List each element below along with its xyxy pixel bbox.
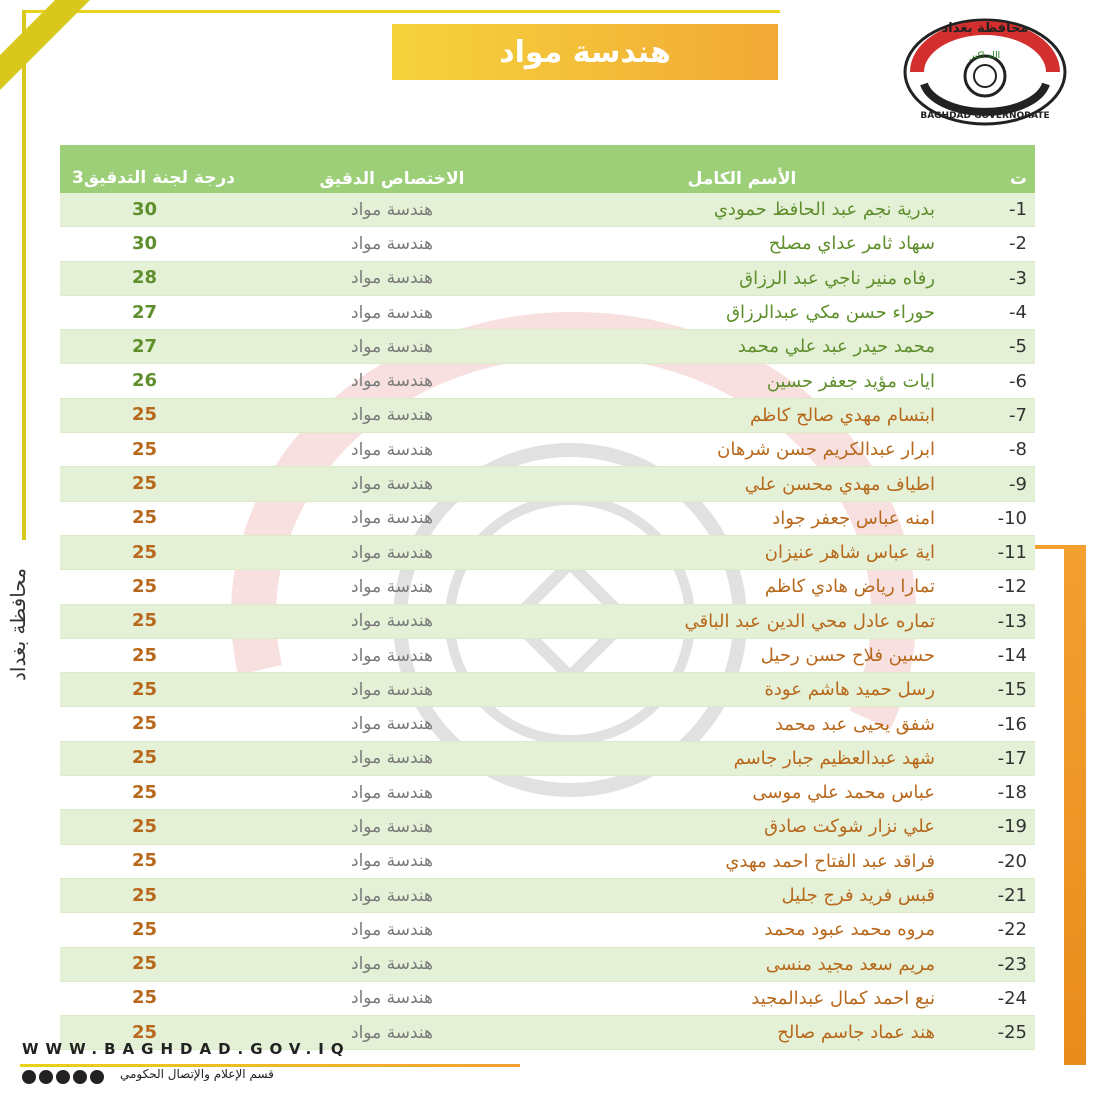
row-grade: 25 — [132, 713, 158, 735]
row-name: ابتسام مهدي صالح كاظم — [749, 404, 935, 426]
row-num: 20- — [997, 850, 1027, 872]
row-num: 24- — [997, 987, 1027, 1009]
row-grade: 25 — [132, 987, 158, 1009]
instagram-icon[interactable] — [73, 1070, 87, 1084]
row-grade: 25 — [132, 815, 158, 837]
table-row — [60, 227, 1035, 261]
row-num: 16- — [997, 713, 1027, 735]
table-row — [60, 879, 1035, 913]
row-spec: هندسة مواد — [351, 748, 433, 769]
row-name: تمارا رياض هادي كاظم — [764, 576, 935, 598]
row-num: 10- — [997, 507, 1027, 529]
footer-department: قسم الإعلام والإتصال الحكومي — [120, 1067, 274, 1081]
row-spec: هندسة مواد — [351, 885, 433, 906]
row-num: 17- — [997, 747, 1027, 769]
row-grade: 25 — [132, 678, 158, 700]
row-spec: هندسة مواد — [351, 988, 433, 1009]
table-row — [60, 742, 1035, 776]
table-row — [60, 570, 1035, 604]
row-name: فراقد عبد الفتاح احمد مهدي — [725, 850, 935, 872]
row-grade: 25 — [132, 541, 158, 563]
footer-url[interactable]: WWW.BAGHDAD.GOV.IQ — [22, 1040, 351, 1058]
table-row — [60, 707, 1035, 741]
row-spec: هندسة مواد — [351, 233, 433, 254]
row-spec: هندسة مواد — [351, 645, 433, 666]
row-spec: هندسة مواد — [351, 714, 433, 735]
row-spec: هندسة مواد — [351, 474, 433, 495]
row-grade: 25 — [132, 918, 158, 940]
table-header — [60, 145, 1035, 193]
row-name: شفق يحيى عبد محمد — [774, 713, 935, 735]
row-num: 13- — [997, 610, 1027, 632]
row-grade: 26 — [132, 370, 158, 392]
table-row — [60, 845, 1035, 879]
row-num: 1- — [1009, 199, 1027, 221]
row-name: اطياف مهدي محسن علي — [744, 473, 935, 495]
row-num: 6- — [1009, 370, 1027, 392]
youtube-icon[interactable] — [39, 1070, 53, 1084]
table-row — [60, 296, 1035, 330]
table-row — [60, 467, 1035, 501]
row-grade: 25 — [132, 473, 158, 495]
title-banner — [392, 24, 778, 80]
row-name: رفاه منير ناجي عبد الرزاق — [739, 267, 935, 289]
row-num: 22- — [997, 919, 1027, 941]
frame-right-bar — [1064, 545, 1086, 1065]
row-spec: هندسة مواد — [351, 851, 433, 872]
row-name: سهاد ثامر عداي مصلح — [768, 233, 935, 255]
logo-accent-text: الله اكبر — [969, 51, 1001, 61]
results-table — [60, 145, 1035, 1050]
row-name: قبس فريد فرج جليل — [781, 885, 935, 907]
row-spec: هندسة مواد — [351, 268, 433, 289]
header-name: الأسم الكامل — [687, 169, 797, 189]
baghdad-governorate-logo — [902, 14, 1068, 126]
logo-bottom-text: BAGHDAD GOVERNORATE — [920, 111, 1050, 121]
table-row — [60, 673, 1035, 707]
table-row — [60, 262, 1035, 296]
logo-top-text: محافظة بغداد — [941, 21, 1029, 36]
row-name: ابرار عبدالكريم حسن شرهان — [717, 439, 935, 461]
row-name: بدرية نجم عبد الحافظ حمودي — [713, 199, 935, 221]
header-grade: درجة لجنة التدقيق3 — [71, 168, 235, 188]
side-logo-text: محافظة بغداد — [6, 568, 30, 682]
row-spec: هندسة مواد — [351, 405, 433, 426]
row-num: 12- — [997, 576, 1027, 598]
row-grade: 27 — [132, 335, 158, 357]
row-grade: 25 — [132, 575, 158, 597]
row-grade: 30 — [132, 198, 158, 220]
table-body — [60, 193, 1035, 1050]
row-spec: هندسة مواد — [351, 508, 433, 529]
row-num: 18- — [997, 782, 1027, 804]
header-num: ت — [1009, 169, 1027, 189]
facebook-icon[interactable] — [22, 1070, 36, 1084]
row-num: 3- — [1009, 267, 1027, 289]
row-grade: 25 — [132, 438, 158, 460]
table-row — [60, 982, 1035, 1016]
row-num: 11- — [997, 542, 1027, 564]
row-spec: هندسة مواد — [351, 199, 433, 220]
row-name: عباس محمد علي موسى — [752, 782, 935, 804]
row-grade: 25 — [132, 507, 158, 529]
table-row — [60, 433, 1035, 467]
row-num: 7- — [1009, 404, 1027, 426]
page-title: هندسة مواد — [499, 34, 671, 70]
table-row — [60, 193, 1035, 227]
row-spec: هندسة مواد — [351, 576, 433, 597]
row-num: 15- — [997, 679, 1027, 701]
table-row — [60, 913, 1035, 947]
table-row — [60, 399, 1035, 433]
row-spec: هندسة مواد — [351, 919, 433, 940]
row-num: 19- — [997, 816, 1027, 838]
row-name: حوراء حسن مكي عبدالرزاق — [726, 302, 935, 324]
frame-top-line — [22, 10, 780, 13]
row-num: 2- — [1009, 233, 1027, 255]
row-spec: هندسة مواد — [351, 1022, 433, 1043]
row-name: تماره عادل محي الدين عبد الباقي — [684, 610, 935, 632]
row-num: 5- — [1009, 336, 1027, 358]
row-spec: هندسة مواد — [351, 302, 433, 323]
row-name: هند عماد جاسم صالح — [777, 1022, 935, 1044]
row-grade: 25 — [132, 884, 158, 906]
row-name: شهد عبدالعظيم جبار جاسم — [733, 747, 935, 769]
table-row — [60, 639, 1035, 673]
row-num: 4- — [1009, 302, 1027, 324]
table-row — [60, 810, 1035, 844]
social-icons — [22, 1070, 104, 1084]
table-row — [60, 364, 1035, 398]
table-row — [60, 605, 1035, 639]
row-grade: 25 — [132, 1021, 158, 1043]
frame-corner-decoration — [0, 0, 90, 90]
row-num: 21- — [997, 885, 1027, 907]
table-row — [60, 502, 1035, 536]
row-grade: 25 — [132, 404, 158, 426]
row-spec: هندسة مواد — [351, 816, 433, 837]
row-spec: هندسة مواد — [351, 542, 433, 563]
row-grade: 30 — [132, 232, 158, 254]
row-name: نبع احمد كمال عبدالمجيد — [751, 987, 935, 1009]
table-row — [60, 948, 1035, 982]
row-name: ايات مؤيد جعفر حسين — [766, 370, 935, 392]
row-num: 25- — [997, 1022, 1027, 1044]
row-grade: 25 — [132, 644, 158, 666]
row-name: اية عباس شاهر عنيزان — [764, 542, 935, 564]
header-spec: الاختصاص الدقيق — [319, 169, 465, 189]
row-num: 8- — [1009, 439, 1027, 461]
row-spec: هندسة مواد — [351, 782, 433, 803]
row-grade: 25 — [132, 610, 158, 632]
row-name: امنه عباس جعفر جواد — [772, 507, 935, 529]
row-grade: 28 — [132, 267, 158, 289]
row-name: علي نزار شوكت صادق — [764, 816, 935, 838]
row-name: رسل حميد هاشم عودة — [764, 679, 935, 701]
row-spec: هندسة مواد — [351, 336, 433, 357]
telegram-icon[interactable] — [56, 1070, 70, 1084]
row-num: 23- — [997, 953, 1027, 975]
row-grade: 25 — [132, 850, 158, 872]
row-name: حسين فلاح حسن رحيل — [760, 645, 935, 666]
row-name: مروه محمد عبود محمد — [764, 919, 935, 941]
row-spec: هندسة مواد — [351, 954, 433, 975]
table-row — [60, 536, 1035, 570]
row-grade: 27 — [132, 301, 158, 323]
row-name: مريم سعد مجيد منسى — [765, 953, 935, 975]
row-num: 14- — [997, 645, 1027, 666]
table-row — [60, 330, 1035, 364]
row-grade: 25 — [132, 747, 158, 769]
row-spec: هندسة مواد — [351, 371, 433, 392]
table-row — [60, 776, 1035, 810]
row-num: 9- — [1009, 473, 1027, 495]
web-icon[interactable] — [90, 1070, 104, 1084]
row-name: محمد حيدر عبد علي محمد — [737, 336, 935, 358]
row-spec: هندسة مواد — [351, 439, 433, 460]
row-grade: 25 — [132, 953, 158, 975]
row-grade: 25 — [132, 781, 158, 803]
row-spec: هندسة مواد — [351, 679, 433, 700]
row-spec: هندسة مواد — [351, 611, 433, 632]
